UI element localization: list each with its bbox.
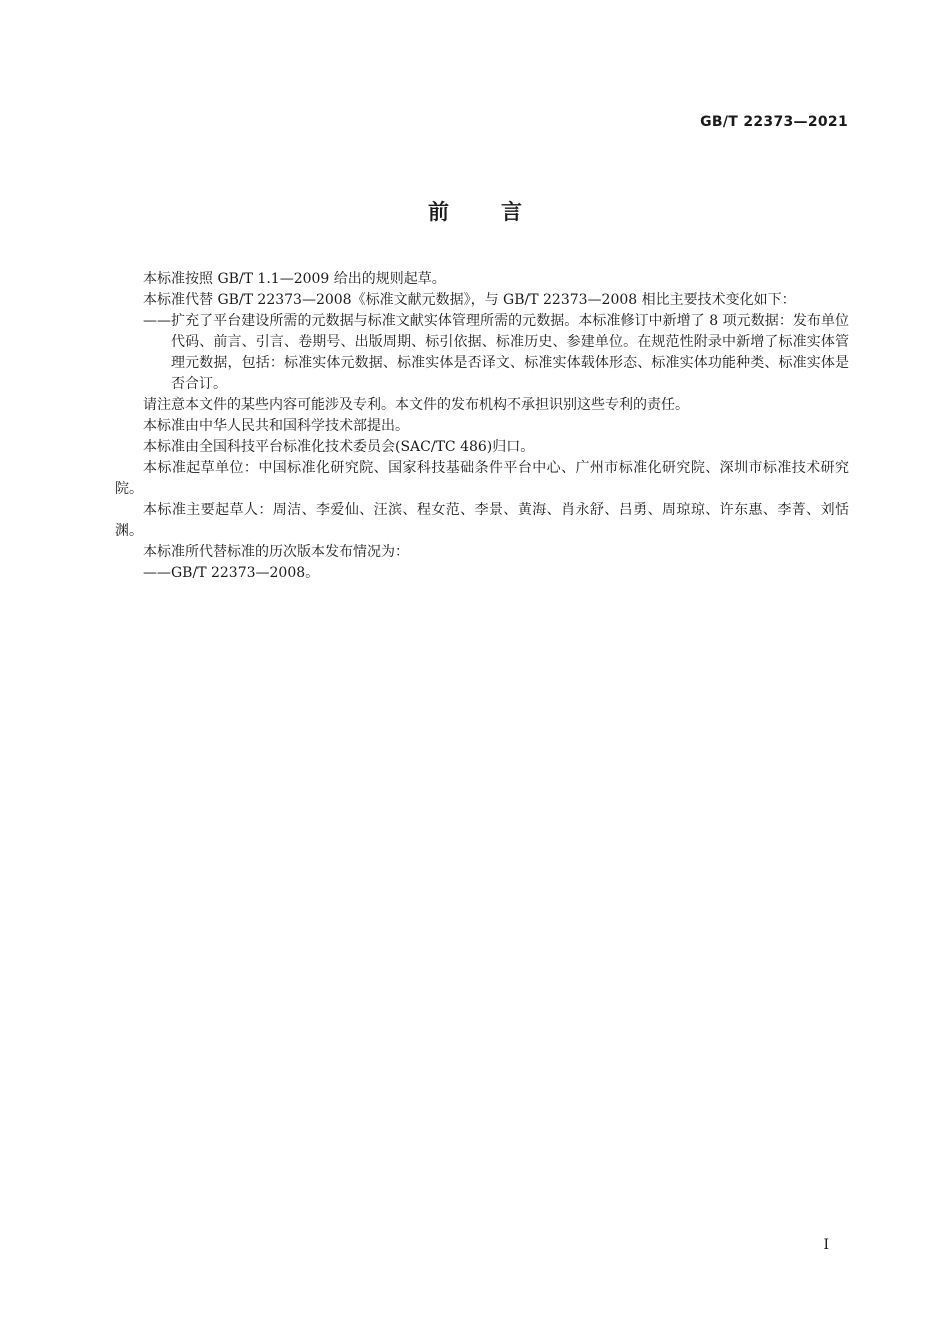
list-item-technical-change: ——扩充了平台建设所需的元数据与标准文献实体管理所需的元数据。本标准修订中新增了 8 项元数据：发布单位代码、前言、引言、卷期号、出版周期、标引依据、标准历史、参建单位。在规范性附录中新增了标准实体管理元数据，包括：标准实体元数据、标准实体是否译文、标准实体载体形态、标准实体功能种类、标准实体是否合订。	[143, 313, 849, 392]
paragraph-drafters: 本标准主要起草人：周洁、李爱仙、汪滨、程女范、李景、黄海、肖永舒、吕勇、周琼琼、许东惠、李菁、刘恬渊。	[115, 502, 849, 539]
paragraph-drafting-rules: 本标准按照 GB/T 1.1—2009 给出的规则起草。	[143, 271, 446, 287]
body-text	[115, 269, 849, 584]
page-number: I	[823, 1237, 829, 1253]
standard-code: GB/T 22373—2021	[700, 114, 848, 130]
paragraph-replacement: 本标准代替 GB/T 22373—2008《标准文献元数据》，与 GB/T 22373—2008 相比主要技术变化如下：	[143, 292, 796, 308]
paragraph-patent-notice: 请注意本文件的某些内容可能涉及专利。本文件的发布机构不承担识别这些专利的责任。	[143, 397, 689, 413]
paragraph-drafting-units: 本标准起草单位：中国标准化研究院、国家科技基础条件平台中心、广州市标准化研究院、深圳市标准技术研究院。	[115, 460, 849, 497]
paragraph-history-item: ——GB/T 22373—2008。	[143, 565, 320, 581]
paragraph-committee: 本标准由全国科技平台标准化技术委员会(SAC/TC 486)归口。	[143, 439, 535, 455]
paragraph-history-intro: 本标准所代替标准的历次版本发布情况为：	[143, 544, 409, 560]
page-title: 前言	[428, 200, 574, 224]
paragraph-proposer: 本标准由中华人民共和国科学技术部提出。	[143, 418, 409, 434]
